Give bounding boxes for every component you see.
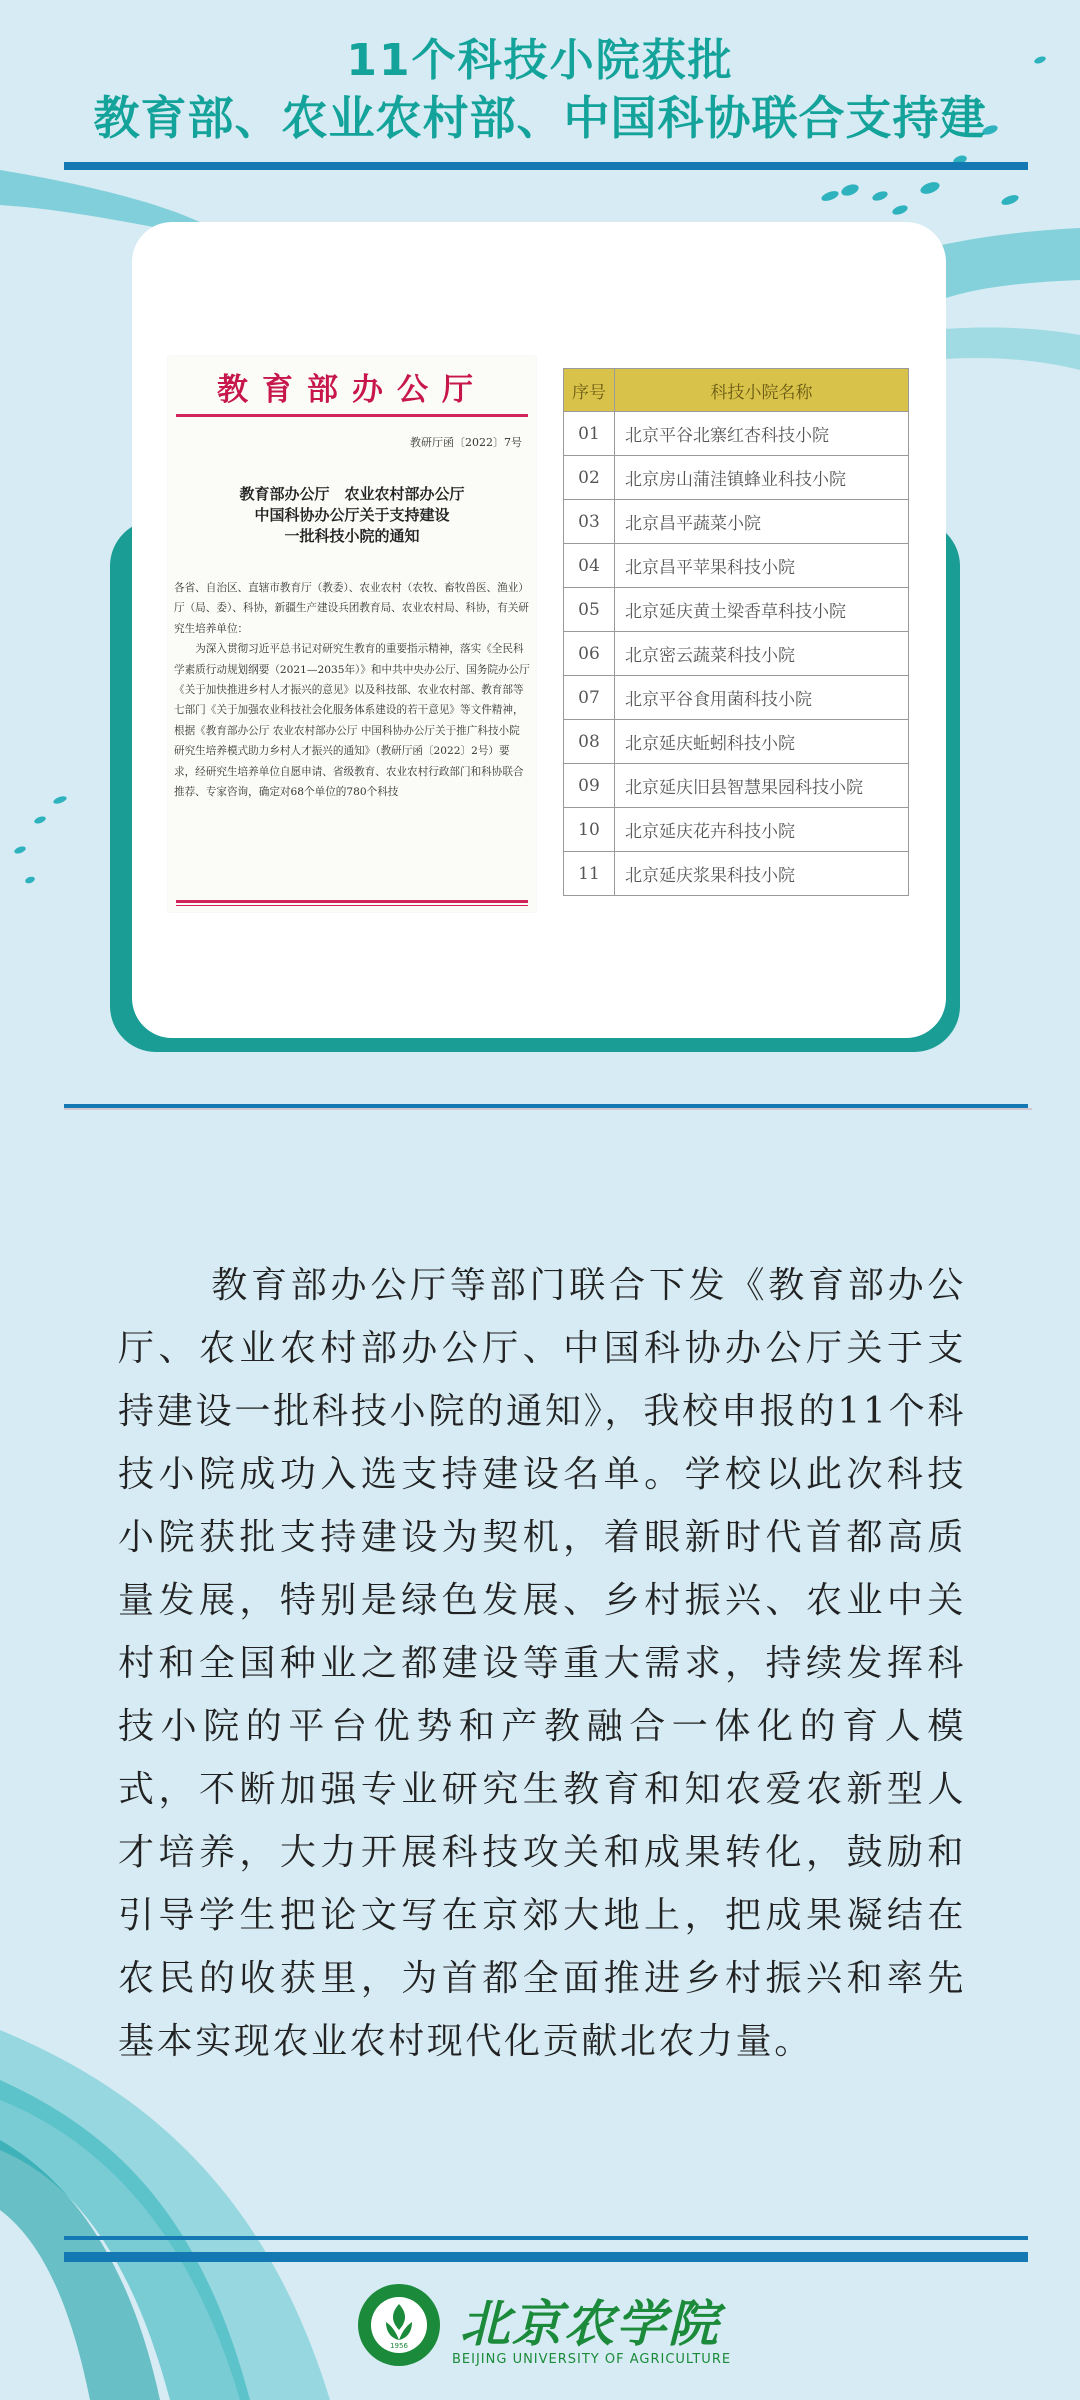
row-no: 02 — [564, 456, 615, 500]
row-no: 11 — [564, 852, 615, 896]
table-row — [564, 500, 909, 544]
page-title-line2: 教育部、农业农村部、中国科协联合支持建 — [93, 91, 987, 145]
notice-red-line — [176, 414, 528, 417]
row-name: 北京昌平蔬菜小院 — [615, 500, 909, 544]
row-no: 03 — [564, 500, 615, 544]
bottom-divider-thin — [64, 2236, 1028, 2240]
notice-body — [174, 578, 530, 802]
table-header-no: 序号 — [564, 369, 615, 412]
middle-divider-shadow — [64, 1108, 1032, 1110]
page-title-line1: 11个科技小院获批 — [346, 35, 734, 86]
university-name-en: BEIJING UNIVERSITY OF AGRICULTURE — [452, 2352, 732, 2367]
table-row — [564, 808, 909, 852]
row-no: 06 — [564, 632, 615, 676]
table-row — [564, 676, 909, 720]
article-paragraph — [118, 1254, 966, 2073]
row-name: 北京平谷食用菌科技小院 — [615, 676, 909, 720]
notice-red-line-bottom-thin — [176, 905, 528, 906]
university-emblem-icon — [356, 2282, 442, 2368]
notice-document — [168, 356, 536, 912]
notice-subject-line: 中国科协办公厅关于支持建设 — [254, 506, 450, 524]
row-no: 08 — [564, 720, 615, 764]
row-name: 北京房山蒲洼镇蜂业科技小院 — [615, 456, 909, 500]
table-row — [564, 544, 909, 588]
notice-office-header: 教育部办公厅 — [217, 372, 487, 408]
row-name: 北京密云蔬菜科技小院 — [615, 632, 909, 676]
row-no: 05 — [564, 588, 615, 632]
top-divider — [64, 162, 1028, 170]
row-name: 北京昌平苹果科技小院 — [615, 544, 909, 588]
row-name: 北京延庆蚯蚓科技小院 — [615, 720, 909, 764]
notice-subject-line: 一批科技小院的通知 — [284, 527, 420, 545]
row-no: 07 — [564, 676, 615, 720]
row-name: 北京延庆浆果科技小院 — [615, 852, 909, 896]
table-header-name: 科技小院名称 — [615, 369, 909, 412]
table-row — [564, 412, 909, 456]
emblem-year: 1956 — [390, 2342, 408, 2350]
notice-paragraph: 为深入贯彻习近平总书记对研究生教育的重要指示精神，落实《全民科学素质行动规划纲要（2021—2035年）》和中共中央办公厅、国务院办公厅《关于加快推进乡村人才振兴的意见》以及科技部、农业农村部、教育部等七部门《关于加强农业科技社会化服务体系建设的若干意见》等文件精神，根据《教育部办公厅 农业农村部办公厅 中国科协办公厅关于推广科技小院研究生培养模式助力乡村人才振兴的通知》（教研厅函〔2022〕2号）要求，经研究生培养单位自愿申请、省级教育、农业农村行政部门和科协联合推荐、专家咨询，确定对68个单位的780个科技 — [174, 643, 530, 799]
notice-doc-number: 教研厅函〔2022〕7号 — [410, 436, 522, 449]
university-name-cn: 北京农学院 — [460, 2294, 720, 2353]
table-row — [564, 764, 909, 808]
row-name: 北京延庆旧县智慧果园科技小院 — [615, 764, 909, 808]
row-no: 10 — [564, 808, 615, 852]
table-row — [564, 852, 909, 896]
table-row — [564, 632, 909, 676]
row-name: 北京平谷北寨红杏科技小院 — [615, 412, 909, 456]
notice-red-line-bottom — [176, 900, 528, 903]
notice-subject-line: 教育部办公厅 农业农村部办公厅 — [239, 485, 465, 503]
article-text: 教育部办公厅等部门联合下发《教育部办公厅、农业农村部办公厅、中国科协办公厅关于支持建设一批科技小院的通知》，我校申报的11个科技小院成功入选支持建设名单。学校以此次科技小院获批支持建设为契机，着眼新时代首都高质量发展，特别是绿色发展、乡村振兴、农业中关村和全国种业之都建设等重大需求，持续发挥科技小院的平台优势和产教融合一体化的育人模式，不断加强专业研究生教育和知农爱农新型人才培养，大力开展科技攻关和成果转化，鼓励和引导学生把论文写在京郊大地上，把成果凝结在农民的收获里，为首都全面推进乡村振兴和率先基本实现农业农村现代化贡献北农力量。 — [118, 1265, 966, 2062]
row-no: 09 — [564, 764, 615, 808]
row-name: 北京延庆花卉科技小院 — [615, 808, 909, 852]
science-courtyard-table — [563, 368, 909, 896]
row-no: 01 — [564, 412, 615, 456]
table-row — [564, 588, 909, 632]
table-row — [564, 456, 909, 500]
row-name: 北京延庆黄土梁香草科技小院 — [615, 588, 909, 632]
notice-salutation: 各省、自治区、直辖市教育厅（教委）、农业农村（农牧、畜牧兽医、渔业）厅（局、委）、科协，新疆生产建设兵团教育局、农业农村局、科协，有关研究生培养单位： — [174, 582, 529, 635]
table-header-row — [564, 369, 909, 412]
bottom-divider-thick — [64, 2252, 1028, 2262]
notice-subject — [168, 484, 536, 547]
table-row — [564, 720, 909, 764]
row-no: 04 — [564, 544, 615, 588]
